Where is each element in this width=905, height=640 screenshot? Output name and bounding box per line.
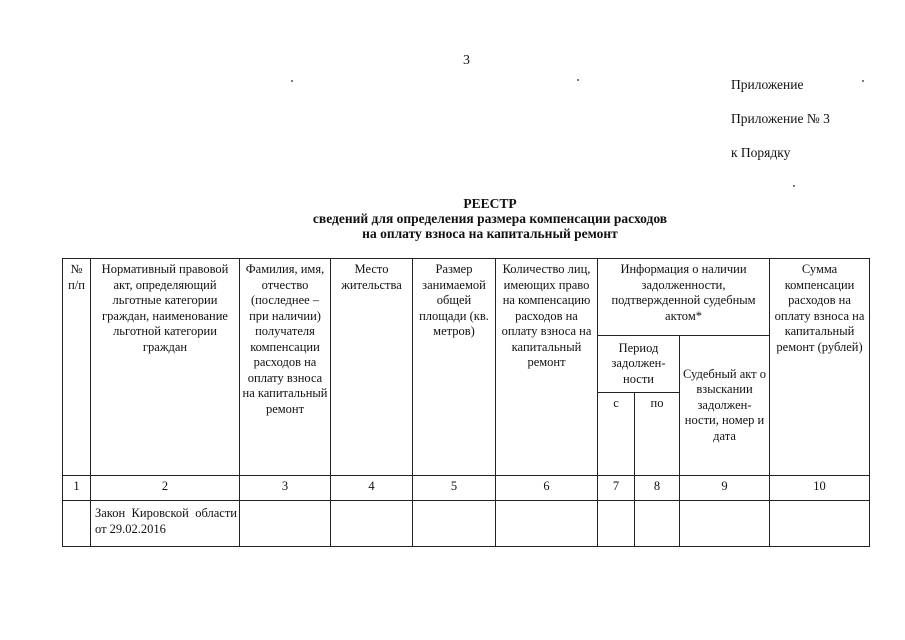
table-row [63,501,870,547]
appendix-number: Приложение № 3 [731,111,830,126]
page-number: 3 [463,53,470,68]
header-persons-count: Количество лиц, имеющих право на компенсацию расходов на оплату взноса на капитальный ремонт [496,259,598,476]
scan-speck [862,80,864,82]
header-residence: Место жительства [331,259,413,476]
header-legal-act: Нормативный правовой акт, определяющий льготные категории граждан, наименование льготной категории граждан [91,259,240,476]
registry-table [62,258,870,547]
header-compensation-sum: Сумма компенсации расходов на оплату взноса на капитальный ремонт (рублей) [770,259,870,476]
header-area: Размер занимаемой общей площади (кв. метров) [413,259,496,476]
scan-speck [577,79,579,81]
header-number: № п/п [63,259,91,476]
header-debt-period: Период задолжен-ности [598,336,680,393]
header-full-name: Фамилия, имя, отчество (последнее – при наличии) получателя компенсации расходов на оплату взноса на капитальный ремонт [240,259,331,476]
column-number: 3 [240,476,331,501]
scan-speck [793,185,795,187]
column-number: 5 [413,476,496,501]
cell-compensation-sum [770,501,870,547]
column-number: 4 [331,476,413,501]
cell-period-to [635,501,680,547]
header-period-to: по [635,393,680,476]
column-number: 10 [770,476,870,501]
header-period-from: с [598,393,635,476]
cell-residence [331,501,413,547]
cell-persons-count [496,501,598,547]
header-debt-info: Информация о наличии задолженности, подтвержденной судебным актом* [598,259,770,336]
cell-period-from [598,501,635,547]
appendix-reference: к Порядку [731,145,791,160]
cell-court-act [680,501,770,547]
column-number: 2 [91,476,240,501]
cell-area [413,501,496,547]
column-number: 9 [680,476,770,501]
column-number: 1 [63,476,91,501]
cell-legal-act: Закон Кировской области от 29.02.2016 [91,501,240,547]
document-subtitle-line1: сведений для определения размера компенсации расходов [312,211,668,226]
document-title: РЕЕСТР [463,196,517,211]
column-number: 8 [635,476,680,501]
column-number-row [63,476,870,501]
column-number: 7 [598,476,635,501]
header-row-1 [63,259,870,336]
cell-number [63,501,91,547]
column-number: 6 [496,476,598,501]
appendix-label: Приложение [731,77,804,92]
document-subtitle-line2: на оплату взноса на капитальный ремонт [362,226,618,241]
scan-speck [291,80,293,82]
header-court-act: Судебный акт о взыскании задолжен-ности, номер и дата [680,336,770,476]
cell-full-name [240,501,331,547]
